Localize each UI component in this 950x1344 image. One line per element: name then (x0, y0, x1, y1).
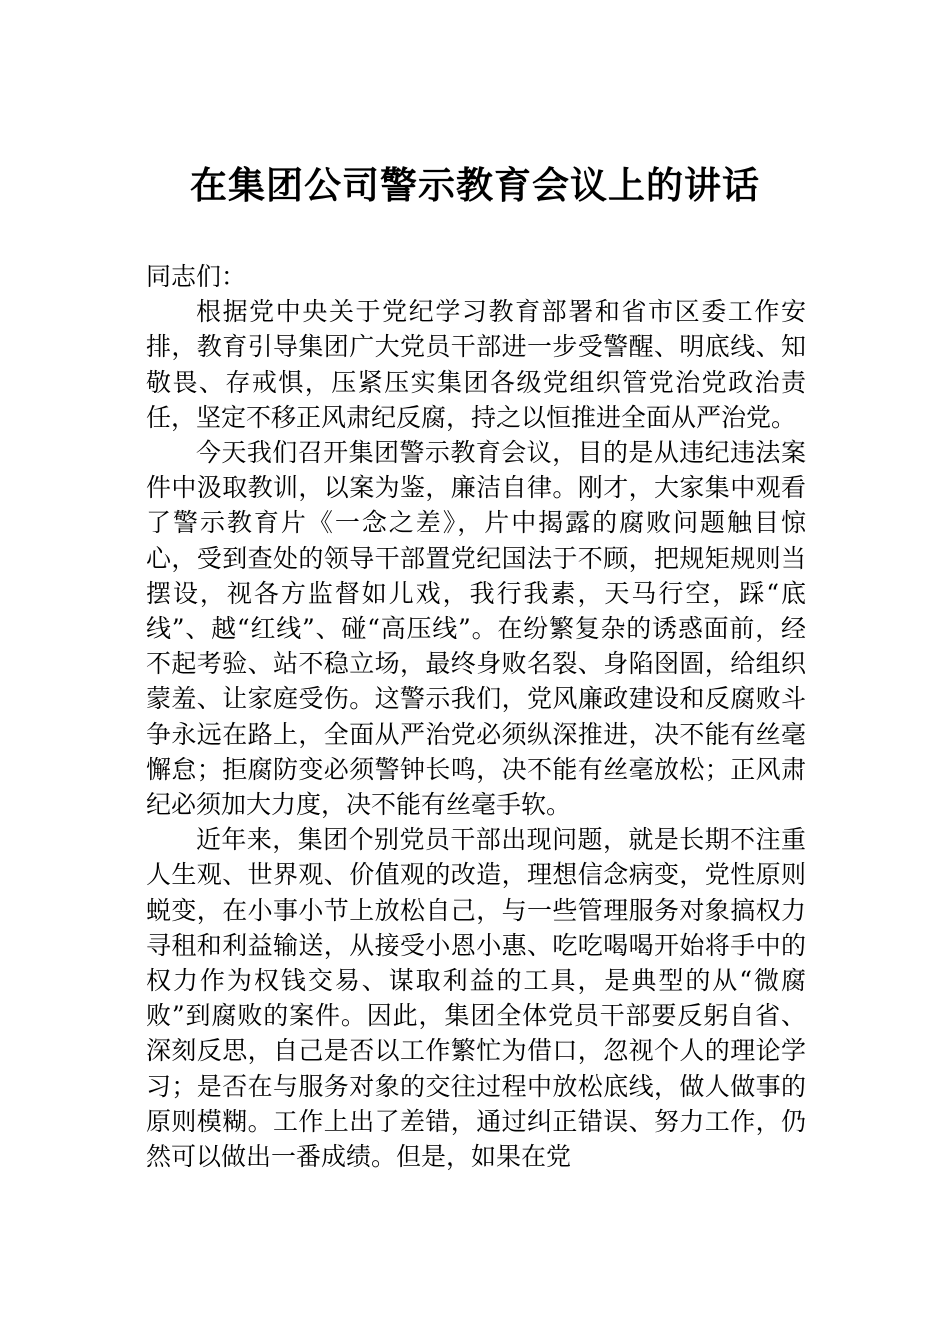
paragraph-3: 近年来，集团个别党员干部出现问题，就是长期不注重人生观、世界观、价值观的改造，理想信念病变，党性原则蜕变，在小事小节上放松自己，与一些管理服务对象搞权力寻租和利益输送，从接受小恩小惠、吃吃喝喝开始将手中的权力作为权钱交易、谋取利益的工具，是典型的从“微腐败”到腐败的案件。因此，集团全体党员干部要反躬自省、深刻反思，自己是否以工作繁忙为借口，忽视个人的理论学习；是否在与服务对象的交往过程中放松底线，做人做事的原则模糊。工作上出了差错，通过纠正错误、努力工作，仍然可以做出一番成绩。但是，如果在党 (146, 825, 806, 1172)
paragraph-1: 根据党中央关于党纪学习教育部署和省市区委工作安排，教育引导集团广大党员干部进一步受警醒、明底线、知敬畏、存戒惧，压紧压实集团各级党组织管党治党政治责任，坚定不移正风肃纪反腐，持之以恒推进全面从严治党。 (146, 297, 806, 432)
document-body (146, 259, 806, 1174)
paragraph-2: 今天我们召开集团警示教育会议，目的是从违纪违法案件中汲取教训，以案为鉴，廉洁自律。刚才，大家集中观看了警示教育片《一念之差》，片中揭露的腐败问题触目惊心，受到查处的领导干部置党纪国法于不顾，把规矩规则当摆设，视各方监督如儿戏，我行我素，天马行空，踩“底线”、越“红线”、碰“高压线”。在纷繁复杂的诱惑面前，经不起考验、站不稳立场，最终身败名裂、身陷囹圄，给组织蒙羞、让家庭受伤。这警示我们，党风廉政建设和反腐败斗争永远在路上，全面从严治党必须纵深推进，决不能有丝毫懈怠；拒腐防变必须警钟长鸣，决不能有丝毫放松；正风肃纪必须加大力度，决不能有丝毫手软。 (146, 438, 806, 820)
salutation: 同志们： (146, 262, 247, 291)
document-title: 在集团公司警示教育会议上的讲话 (190, 163, 760, 207)
